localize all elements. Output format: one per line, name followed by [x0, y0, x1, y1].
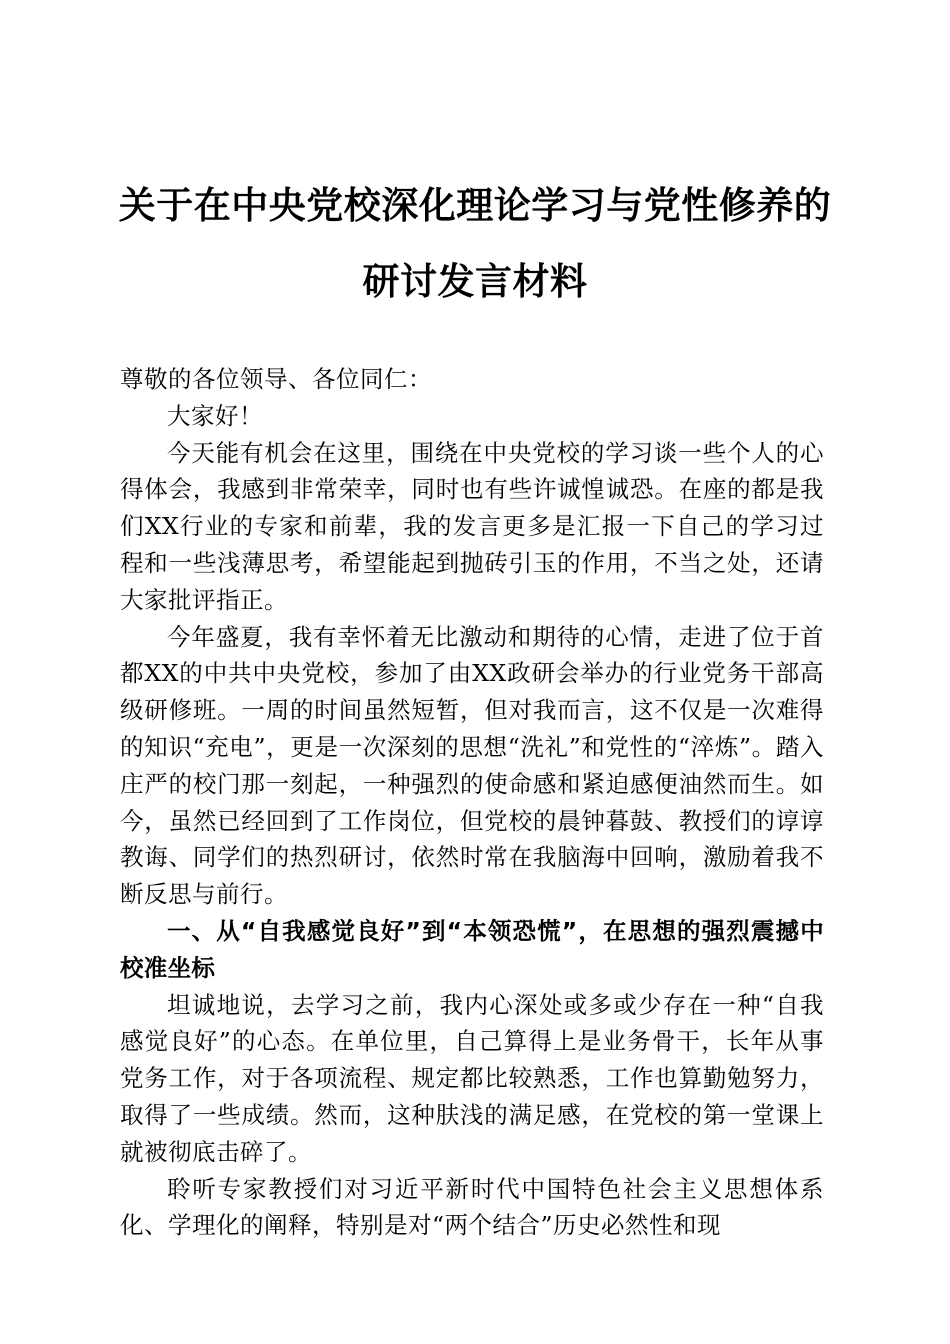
salutation: 尊敬的各位领导、各位同仁：: [120, 365, 432, 393]
document-title: 关于在中央党校深化理论学习与党性修养的研讨发言材料: [118, 184, 832, 303]
greeting: 大家好！: [167, 401, 263, 430]
section-heading: 一、从“自我感觉良好”到“本领恐慌”，在思想的强烈震撼中校准坐标: [120, 916, 824, 982]
body-paragraph: 聆听专家教授们对习近平新时代中国特色社会主义思想体系化、学理化的阐释，特别是对“两个结合”历史必然性和现: [120, 1174, 824, 1240]
body-paragraph: 今年盛夏，我有幸怀着无比激动和期待的心情，走进了位于首都XX的中共中央党校，参加了由XX政研会举办的行业党务干部高级研修班。一周的时间虽然短暂，但对我而言，这不仅是一次难得的知识“充电”，更是一次深刻的思想“洗礼”和党性的“淬炼”。踏入庄严的校门那一刻起，一种强烈的使命感和紧迫感便油然而生。如今，虽然已经回到了工作岗位，但党校的晨钟暮鼓、教授们的谆谆教诲、同学们的热烈研讨，依然时常在我脑海中回响，激励着我不断反思与前行。: [120, 622, 824, 909]
document-body: [120, 361, 824, 1244]
body-paragraph: 今天能有机会在这里，围绕在中央党校的学习谈一些个人的心得体会，我感到非常荣幸，同时也有些许诚惶诚恐。在座的都是我们XX行业的专家和前辈，我的发言更多是汇报一下自己的学习过程和一些浅薄思考，希望能起到抛砖引玉的作用，不当之处，还请大家批评指正。: [120, 438, 824, 614]
body-paragraph: 坦诚地说，去学习之前，我内心深处或多或少存在一种“自我感觉良好”的心态。在单位里，自己算得上是业务骨干，长年从事党务工作，对于各项流程、规定都比较熟悉，工作也算勤勉努力，取得了一些成绩。然而，这种肤浅的满足感，在党校的第一堂课上就被彻底击碎了。: [120, 990, 824, 1166]
